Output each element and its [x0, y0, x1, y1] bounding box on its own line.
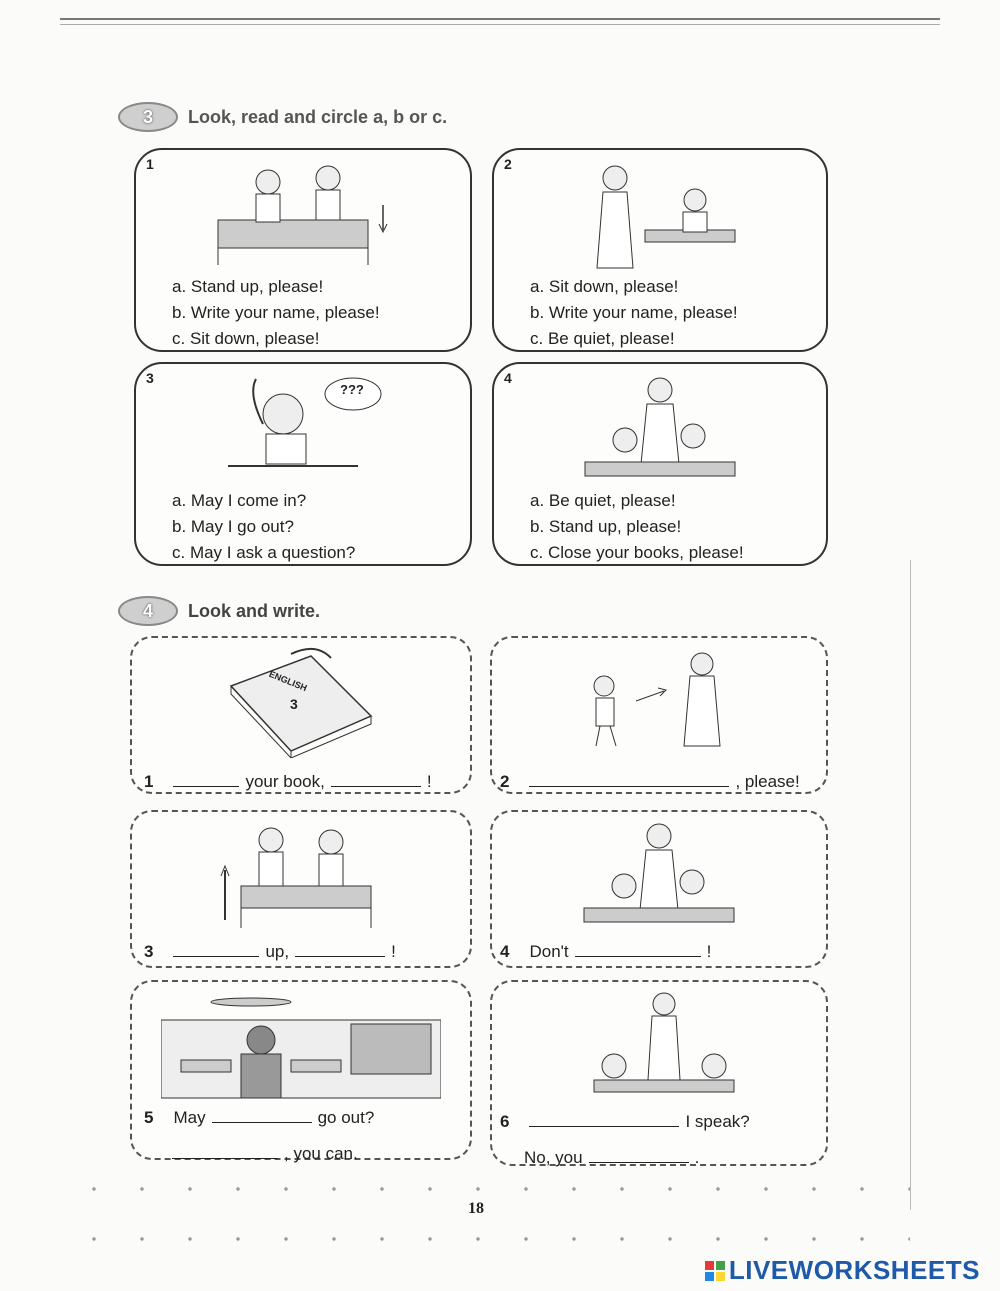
line-text: go out? — [317, 1108, 375, 1127]
write-card-5 — [130, 980, 472, 1160]
option-b[interactable]: b. May I go out? — [172, 517, 294, 536]
answer-blank[interactable] — [295, 942, 385, 957]
item-number: 2 — [504, 156, 512, 172]
answer-blank[interactable] — [172, 1144, 278, 1159]
teacher-and-pupils-illustration — [574, 990, 744, 1100]
option-b[interactable]: b. Write your name, please! — [530, 303, 738, 322]
option-a[interactable]: a. Be quiet, please! — [530, 491, 676, 510]
line-text: ! — [391, 942, 396, 961]
answer-blank[interactable] — [173, 772, 239, 787]
answer-blank[interactable] — [529, 1112, 679, 1127]
book-cover-number: 3 — [290, 696, 298, 712]
top-rule — [60, 18, 940, 20]
answer-blank[interactable] — [589, 1148, 689, 1163]
line-text: , you can. — [284, 1144, 358, 1163]
pupils-standing-illustration — [211, 820, 391, 932]
line-text: ! — [426, 772, 432, 791]
line-text: I speak? — [685, 1112, 750, 1131]
boy-giving-to-teacher-illustration — [574, 646, 744, 758]
answer-blank[interactable] — [331, 772, 421, 787]
write-line-1 — [144, 772, 432, 792]
section-4-header — [118, 596, 320, 626]
line-text: Don't — [529, 942, 569, 961]
decorative-dots-row — [70, 1186, 910, 1192]
teacher-shushing-illustration — [575, 374, 745, 484]
answer-blank[interactable] — [575, 942, 701, 957]
circle-card-2 — [492, 148, 828, 352]
thought-bubble-text: ??? — [340, 382, 364, 397]
decorative-dots-row — [70, 1236, 910, 1242]
section-4-badge: 4 — [118, 596, 178, 626]
top-rule-thin — [60, 24, 940, 25]
scan-edge-line — [910, 560, 911, 1210]
line-text: ! — [706, 942, 712, 961]
write-card-6 — [490, 980, 828, 1166]
write-line-2 — [500, 772, 800, 792]
option-c[interactable]: c. Sit down, please! — [172, 329, 320, 348]
section-3-title: Look, read and circle a, b or c. — [188, 106, 448, 127]
answer-blank[interactable] — [212, 1108, 312, 1123]
line-text: your book, — [245, 772, 325, 791]
item-number: 5 — [144, 1108, 154, 1127]
liveworksheets-logo — [705, 1255, 980, 1286]
circle-card-1 — [134, 148, 472, 352]
write-line-6a — [500, 1112, 750, 1132]
brand-name: LIVEWORKSHEETS — [728, 1255, 980, 1285]
book-illustration — [221, 646, 381, 758]
item-number: 1 — [144, 772, 154, 791]
line-text: up, — [265, 942, 290, 961]
brand-grid-icon — [705, 1261, 725, 1281]
teacher-pupil-writing-illustration — [575, 160, 745, 270]
option-c[interactable]: c. Close your books, please! — [530, 543, 744, 562]
option-a[interactable]: a. May I come in? — [172, 491, 307, 510]
line-text: . — [694, 1148, 700, 1167]
write-line-6b — [524, 1148, 699, 1168]
options-list — [530, 488, 744, 566]
circle-card-3 — [134, 362, 472, 566]
option-b[interactable]: b. Write your name, please! — [172, 303, 380, 322]
item-number: 4 — [504, 370, 512, 386]
item-number: 3 — [146, 370, 154, 386]
answer-blank[interactable] — [529, 772, 729, 787]
option-a[interactable]: a. Stand up, please! — [172, 277, 324, 296]
write-line-3 — [144, 942, 396, 962]
write-line-5a — [144, 1108, 374, 1128]
item-number: 2 — [500, 772, 510, 791]
item-number: 6 — [500, 1112, 510, 1131]
option-b[interactable]: b. Stand up, please! — [530, 517, 682, 536]
item-number: 4 — [500, 942, 510, 961]
write-line-5b — [172, 1144, 358, 1164]
classroom-scene-illustration — [161, 990, 441, 1100]
option-c[interactable]: c. May I ask a question? — [172, 543, 356, 562]
write-card-2 — [490, 636, 828, 794]
teacher-shushing-illustration — [574, 820, 744, 932]
options-list — [530, 274, 738, 352]
classroom-pupils-illustration — [208, 160, 398, 270]
book-cover-label: ENGLISH — [267, 668, 309, 694]
page-number: 18 — [468, 1200, 484, 1217]
girl-raising-hand-illustration — [208, 374, 398, 484]
option-c[interactable]: c. Be quiet, please! — [530, 329, 675, 348]
section-3-header — [118, 102, 447, 132]
option-a[interactable]: a. Sit down, please! — [530, 277, 679, 296]
answer-blank[interactable] — [173, 942, 259, 957]
line-text: No, you — [524, 1148, 583, 1167]
circle-card-4 — [492, 362, 828, 566]
section-3-badge: 3 — [118, 102, 178, 132]
options-list — [172, 488, 355, 566]
line-text: , please! — [735, 772, 800, 791]
write-line-4 — [500, 942, 711, 962]
options-list — [172, 274, 380, 352]
line-text: May — [173, 1108, 206, 1127]
item-number: 1 — [146, 156, 154, 172]
section-4-title: Look and write. — [188, 600, 321, 621]
write-card-1 — [130, 636, 472, 794]
item-number: 3 — [144, 942, 154, 961]
